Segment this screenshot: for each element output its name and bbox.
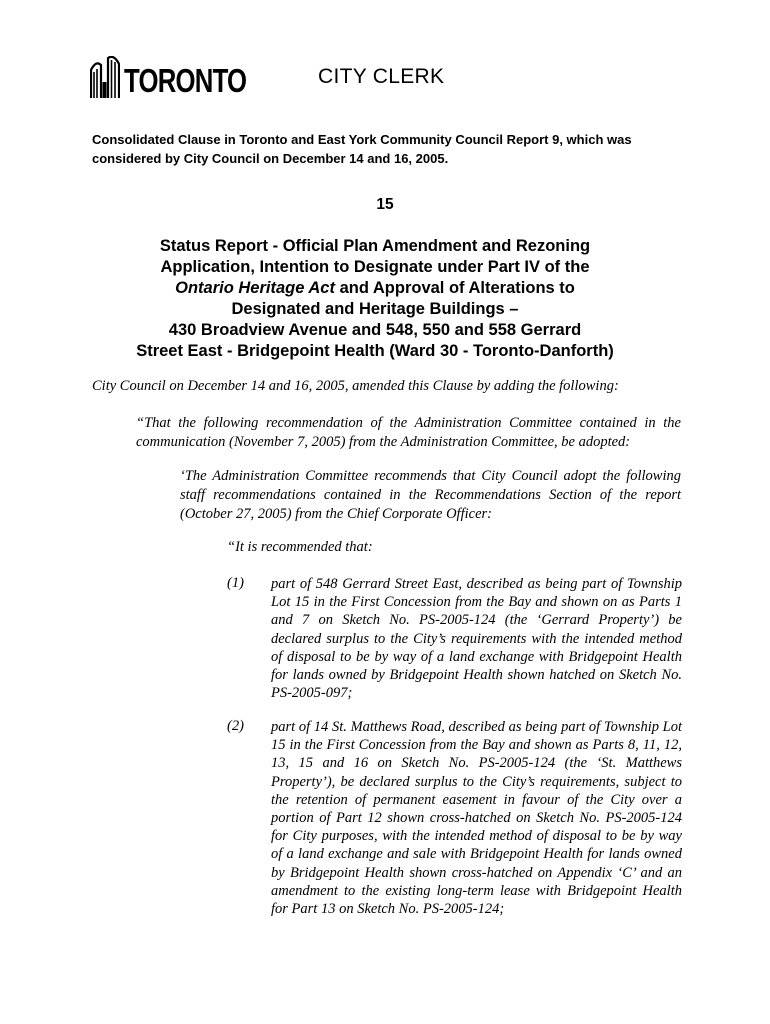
- department-title: CITY CLERK: [318, 65, 445, 88]
- consolidated-clause-note: Consolidated Clause in Toronto and East York Community Council Report 9, which was considered by City Council on December 14 and 16, 2005.: [92, 132, 632, 166]
- recommendation-number: (1): [227, 575, 244, 591]
- report-title: [70, 236, 680, 362]
- city-hall-towers-icon: [90, 56, 120, 98]
- title-line: Street East - Bridgepoint Health (Ward 30 - Toronto-Danforth): [136, 342, 614, 360]
- title-line: Application, Intention to Designate under Part IV of the: [160, 258, 590, 276]
- act-name: Ontario Heritage Act: [175, 279, 335, 297]
- recommendation-item: [227, 575, 682, 702]
- title-line-rest: and Approval of Alterations to: [334, 279, 575, 297]
- item-number: 15: [376, 196, 394, 213]
- title-line: [70, 278, 680, 299]
- title-line: Designated and Heritage Buildings –: [231, 300, 519, 318]
- recommended-heading: “It is recommended that:: [227, 539, 373, 555]
- recommendation-text: part of 14 St. Matthews Road, described as being part of Township Lot 15 in the First Concession from the Bay and shown as Parts 8, 11, 12, 13, 15 and 16 on Sketch No. PS-2005-124 (the ‘St. Matthews Property’), be declared surplus to the City’s requirements, subject to the retention of permanent easement in favour of the City over a portion of Part 12 shown cross-hatched on Sketch No. PS-2005-124 for City purposes, with the intended method of disposal to be by way of a land exchange and sale with Bridgepoint Health for lands owned by Bridgepoint Health shown cross-hatched on Appendix ‘C’ and an amendment to the existing long-term lease with Bridgepoint Health for Part 13 on Sketch No. PS-2005-124;: [271, 719, 682, 918]
- title-line: 430 Broadview Avenue and 548, 550 and 558 Gerrard: [168, 321, 582, 339]
- staff-recommendation-quote: ‘The Administration Committee recommends that City Council adopt the following staff recommendations contained in the Recommendations Section of the report (October 27, 2005) from the Chief Corporate Officer:: [180, 468, 681, 522]
- toronto-logo: [90, 46, 281, 98]
- recommendation-text: part of 548 Gerrard Street East, described as being part of Township Lot 15 in the First Concession from the Bay and shown on as Parts 1 and 7 on Sketch No. PS-2005-124 (the ‘Gerrard Property’) be declared surplus to the City’s requirements with the intended method of disposal to be by way of a land exchange with Bridgepoint Health for lands owned by Bridgepoint Health shown hatched on Sketch No. PS-2005-097;: [271, 576, 682, 702]
- recommendation-number: (2): [227, 718, 244, 734]
- council-amendment-intro: City Council on December 14 and 16, 2005, amended this Clause by adding the following:: [92, 378, 619, 394]
- recommendation-item: [227, 718, 682, 918]
- committee-recommendation-quote: “That the following recommendation of the Administration Committee contained in the communication (November 7, 2005) from the Administration Committee, be adopted:: [136, 415, 681, 450]
- title-line: Status Report - Official Plan Amendment and Rezoning: [159, 237, 591, 255]
- logo-wordmark: TORONTO: [124, 62, 247, 99]
